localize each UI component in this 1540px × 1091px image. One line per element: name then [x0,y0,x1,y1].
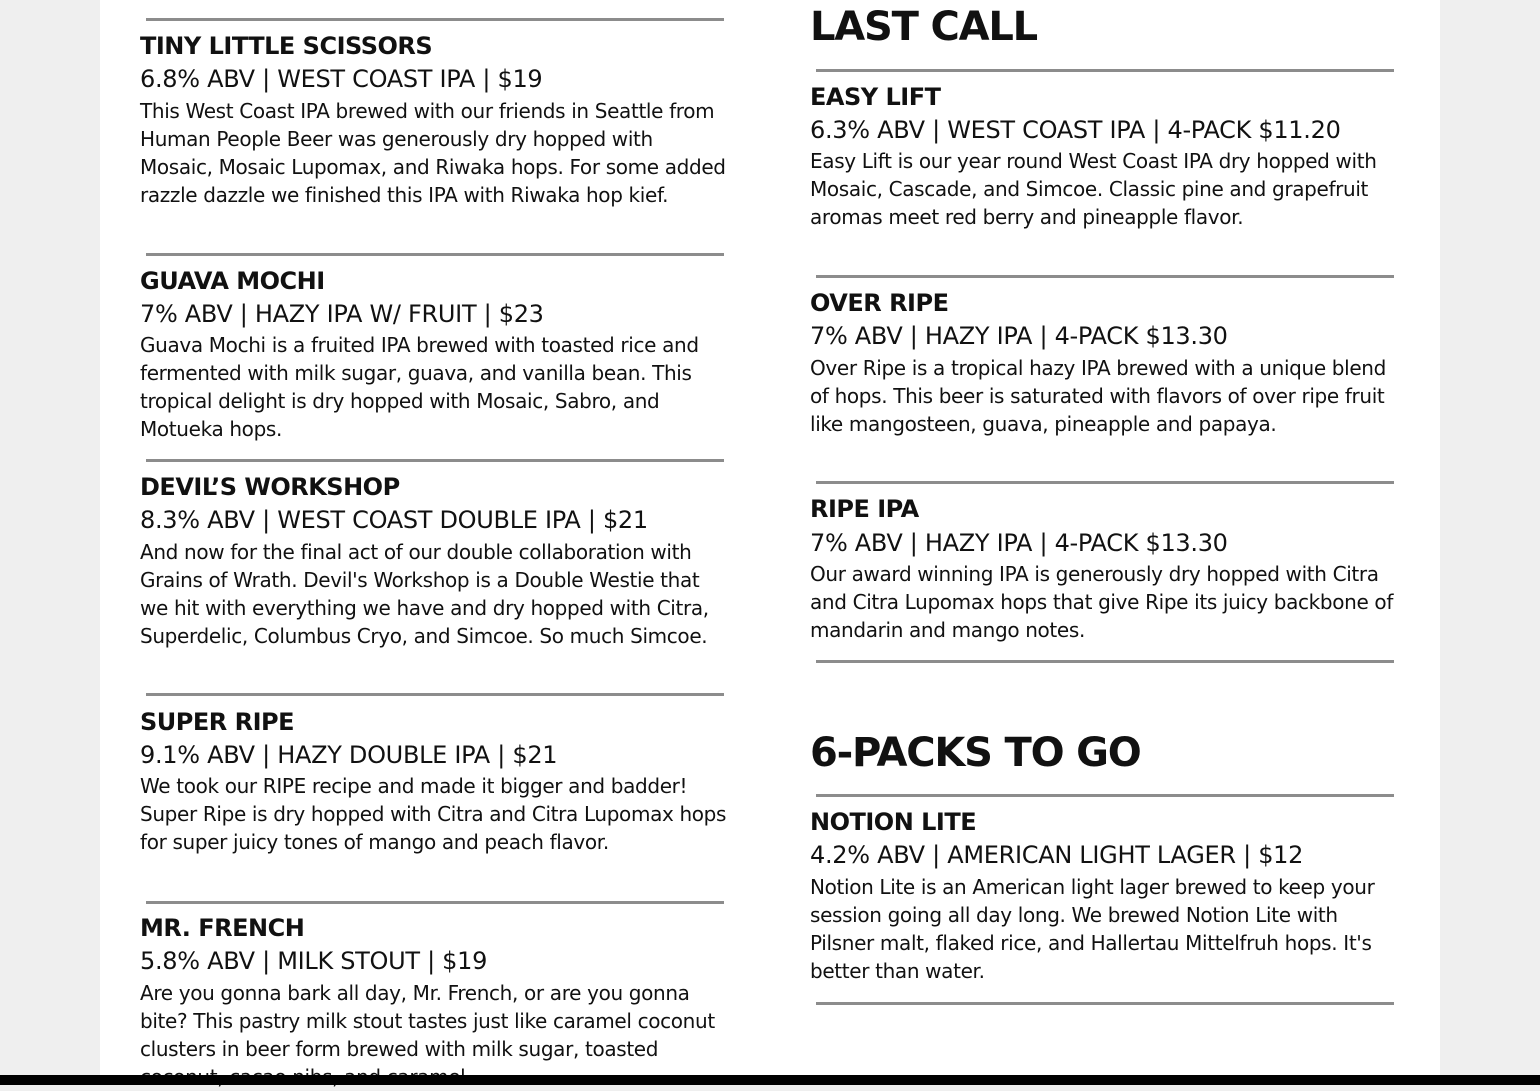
beer-description: Are you gonna bark all day, Mr. French, or are you gonna bite? This pastry milk stout tastes just like caramel coconut clusters in beer form brewed with milk sugar, toasted [140,981,715,1061]
beer-description: Easy Lift is our year round West Coast IPA dry hopped with Mosaic, Cascade, and Simcoe. Classic pine and grapefruit aromas meet red berry and pineapple flavor. [810,149,1377,229]
beer-description: This West Coast IPA brewed with our friends in Seattle from Human People Beer was generously dry hopped with Mosaic, Mosaic Lupomax, and Riwaka hops. For some added razzle dazzle we finished this IPA with Riwaka hop kief. [140,99,726,207]
section-title-six-packs: 6-PACKS TO GO [810,730,1141,776]
beer-description: Over Ripe is a tropical hazy IPA brewed with a unique blend of hops. This beer is saturated with flavors of over ripe fruit like mangosteen, guava, pineapple and papaya. [810,356,1386,436]
divider [816,660,1394,663]
beer-meta: 8.3% ABV | WEST COAST DOUBLE IPA | $21 [140,506,648,534]
beer-meta: 7% ABV | HAZY IPA | 4-PACK $13.30 [810,322,1228,350]
beer-description: Guava Mochi is a fruited IPA brewed with toasted rice and fermented with milk sugar, guava, and vanilla bean. This tropical delight is dry hopped with Mosaic, Sabro, and Motueka hops. [140,333,699,441]
divider [146,693,724,696]
divider [816,275,1394,278]
beer-description: We took our RIPE recipe and made it bigger and badder! Super Ripe is dry hopped with Citra and Citra Lupomax hops for super juicy tones of mango and peach flavor. [140,774,727,854]
beer-meta: 6.3% ABV | WEST COAST IPA | 4-PACK $11.20 [810,116,1341,144]
divider [816,69,1394,72]
divider [816,794,1394,797]
menu-sheet [100,0,1440,1085]
beer-name: SUPER RIPE [140,708,294,736]
beer-name: DEVIL’S WORKSHOP [140,473,400,501]
beer-description: Notion Lite is an American light lager brewed to keep your session going all day long. We brewed Notion Lite with Pilsner malt, flaked rice, and Hallertau Mittelfruh hops. It's better than water. [810,875,1375,983]
beer-meta: 6.8% ABV | WEST COAST IPA | $19 [140,65,543,93]
beer-meta: 4.2% ABV | AMERICAN LIGHT LAGER | $12 [810,841,1304,869]
beer-meta: 7% ABV | HAZY IPA W/ FRUIT | $23 [140,300,544,328]
divider [816,1002,1394,1005]
bottom-edge-bar [0,1075,1540,1085]
beer-meta: 9.1% ABV | HAZY DOUBLE IPA | $21 [140,741,558,769]
beer-name: RIPE IPA [810,495,919,523]
divider [146,253,724,256]
beer-description: And now for the final act of our double collaboration with Grains of Wrath. Devil's Workshop is a Double Westie that we hit with everything we have and dry hopped with Citra, Superdelic, Columbus Cryo, and Simcoe. So much Simcoe. [140,540,709,648]
beer-meta: 5.8% ABV | MILK STOUT | $19 [140,947,488,975]
section-title-last-call: LAST CALL [810,4,1037,50]
beer-name: EASY LIFT [810,83,941,111]
beer-description: Our award winning IPA is generously dry hopped with Citra and Citra Lupomax hops that give Ripe its juicy backbone of mandarin and mango notes. [810,562,1394,642]
beer-name: OVER RIPE [810,289,949,317]
divider [146,459,724,462]
beer-name: TINY LITTLE SCISSORS [140,32,433,60]
beer-meta: 7% ABV | HAZY IPA | 4-PACK $13.30 [810,529,1228,557]
divider [146,901,724,904]
beer-name: NOTION LITE [810,808,977,836]
divider [816,481,1394,484]
beer-name: GUAVA MOCHI [140,267,325,295]
divider [146,18,724,21]
beer-name: MR. FRENCH [140,914,305,942]
